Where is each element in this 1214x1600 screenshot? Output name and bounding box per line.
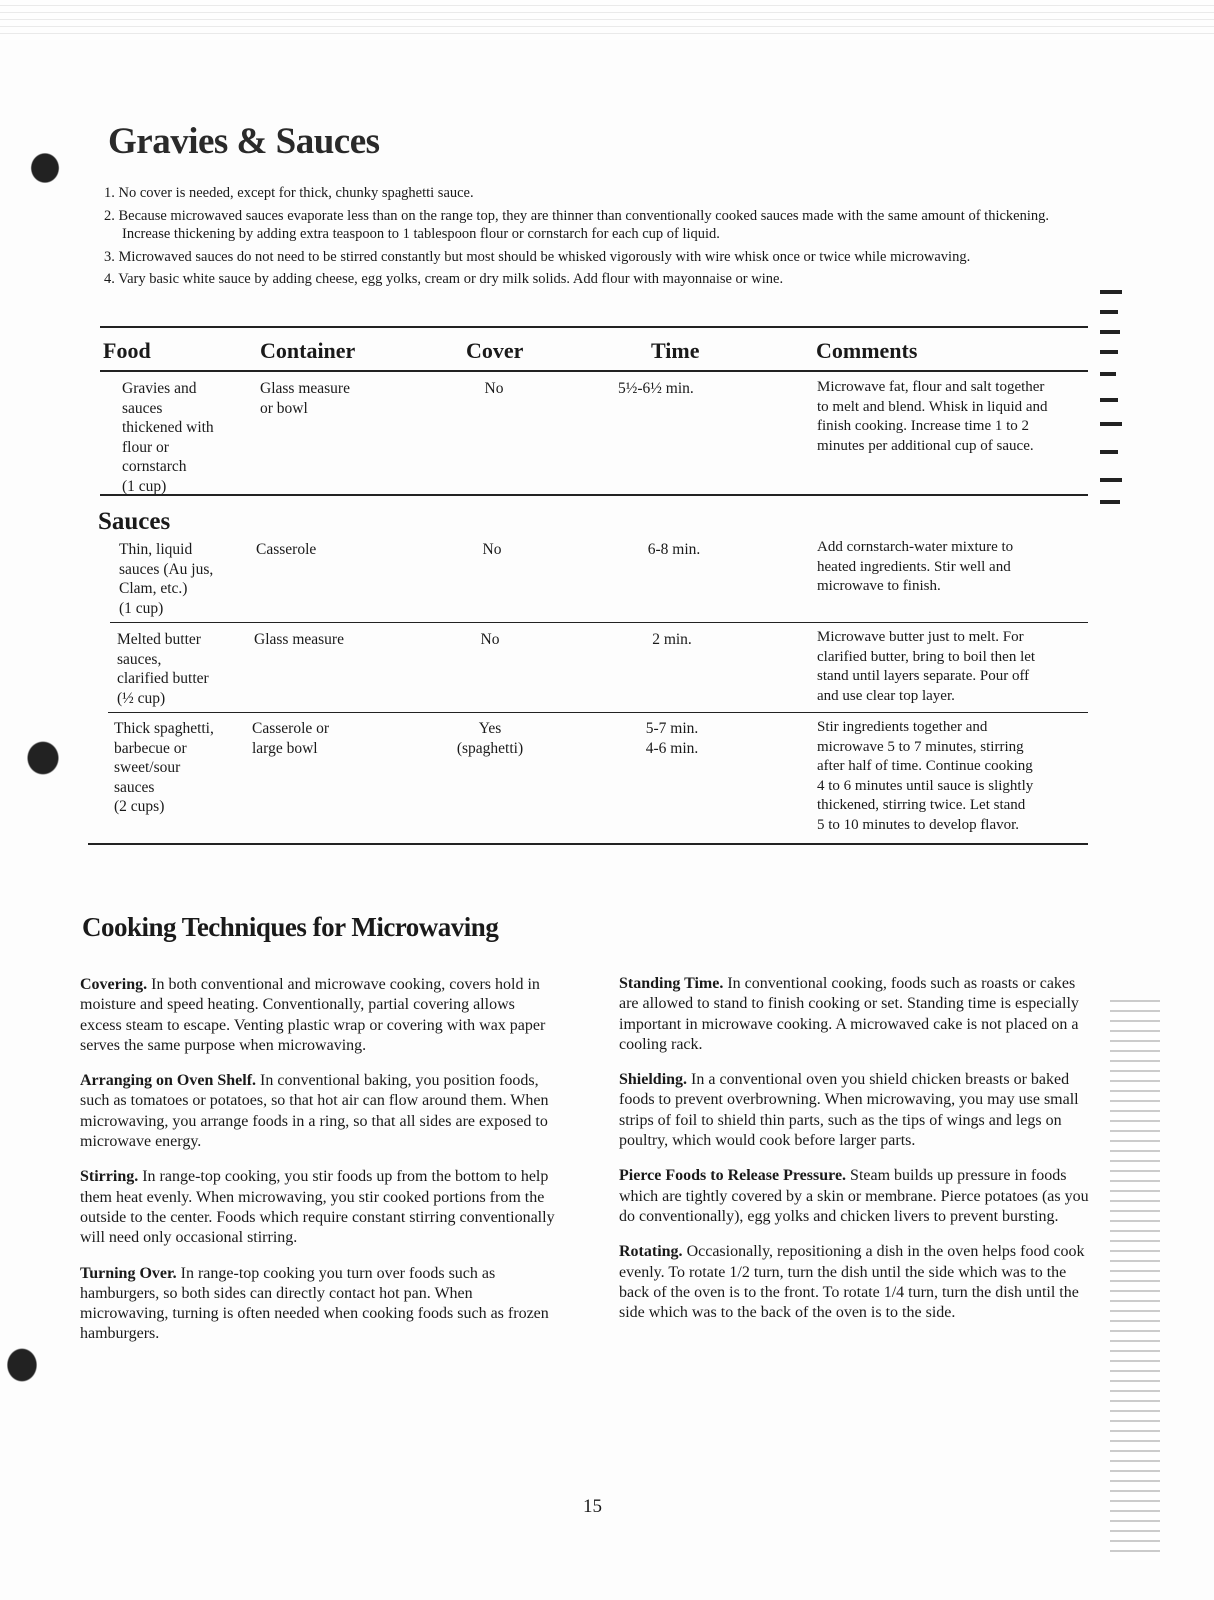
technique-text: Steam builds up pressure in foods which are tightly covered by a skin or membrane. Pierce potatoes (as you do conventionally), egg yolks and chicken livers to prevent bursting. <box>619 1167 1089 1225</box>
note-item: 1. No cover is needed, except for thick, chunky spaghetti sauce. <box>104 185 474 201</box>
technique-paragraph <box>80 975 555 1056</box>
technique-heading: Standing Time. <box>619 975 724 992</box>
sauces-subheading: Sauces <box>98 508 171 535</box>
edge-mark <box>1100 330 1120 334</box>
technique-heading: Stirring. <box>80 1168 139 1186</box>
edge-mark <box>1100 450 1118 454</box>
techniques-heading: Cooking Techniques for Microwaving <box>82 912 499 942</box>
header-rule <box>100 370 1088 372</box>
technique-text: In conventional baking, you position foods, such as tomatoes or potatoes, so that hot air can flow around them. When microwaving, you arrange foods in a ring, so that all sides are exposed to microwave energy. <box>80 1072 549 1151</box>
technique-text: Occasionally, repositioning a dish in the oven helps food cook evenly. To rotate 1/2 turn, turn the dish until the side which was to the back of the oven is to the front. To rotate 1/4 turn, turn the dish until the side which was to the back of the oven is to the side. <box>619 1243 1085 1322</box>
note-item: 4. Vary basic white sauce by adding cheese, egg yolks, cream or dry milk solids. Add flour with mayonnaise or wine. <box>104 271 784 287</box>
page-number: 15 <box>583 1496 602 1517</box>
edge-mark <box>1100 478 1122 482</box>
technique-paragraph <box>619 1242 1094 1323</box>
row-cover: No <box>480 631 500 648</box>
scan-artifact-top <box>0 0 1214 40</box>
technique-text: In range-top cooking you turn over foods such as hamburgers, so both sides can directly contact hot pan. When microwaving, turning is often needed when cooking foods such as frozen hamburgers. <box>80 1264 549 1343</box>
row-time: 5-7 min. 4-6 min. <box>645 720 699 757</box>
row-time: 5½-6½ min. <box>618 380 694 397</box>
note-item: 3. Microwaved sauces do not need to be stirred constantly but most should be whisked vigorously with wire whisk once or twice while microwaving. <box>104 248 971 265</box>
row-food: Thin, liquid sauces (Au jus, Clam, etc.) (1 cup) <box>119 541 214 617</box>
header-container: Container <box>260 338 356 363</box>
edge-scan-noise <box>1110 1000 1160 1560</box>
row-cover: Yes (spaghetti) <box>456 720 524 757</box>
edge-mark <box>1100 310 1118 314</box>
notes-list <box>104 184 1079 293</box>
header-comments: Comments <box>816 338 918 363</box>
row-comments: Microwave butter just to melt. For clarified butter, bring to boil then let stand until layers separate. Pour off and use clear top layer. <box>817 629 1036 704</box>
row-food: Gravies and sauces thickened with flour or cornstarch (1 cup) <box>122 380 214 495</box>
technique-paragraph <box>619 1166 1094 1227</box>
technique-paragraph <box>619 974 1094 1055</box>
technique-paragraph <box>80 1071 555 1152</box>
row-food: Thick spaghetti, barbecue or sweet/sour sauces (2 cups) <box>114 720 214 815</box>
techniques-right-column <box>619 974 1094 1338</box>
row-container: Glass measure or bowl <box>260 380 350 417</box>
row-food: Melted butter sauces, clarified butter (½ cup) <box>117 631 209 707</box>
row-comments: Microwave fat, flour and salt together to melt and blend. Whisk in liquid and finish cooking. Increase time 1 to 2 minutes per additional cup of sauce. <box>817 379 1048 454</box>
header-food: Food <box>103 338 151 363</box>
edge-mark <box>1100 290 1122 294</box>
technique-heading: Turning Over. <box>80 1264 177 1282</box>
technique-heading: Pierce Foods to Release Pressure. <box>619 1167 847 1185</box>
binder-mark-icon <box>24 738 62 778</box>
row-rule <box>110 622 1088 623</box>
row-container: Casserole <box>256 541 317 558</box>
edge-mark <box>1100 500 1120 504</box>
row-comments: Stir ingredients together and microwave 5 to 7 minutes, stirring after half of time. Continue cooking 4 to 6 minutes until sauce is slightly thickened, stirring twice. Let stand 5 to 10 minutes to develop flavor. <box>817 719 1034 833</box>
header-time: Time <box>651 338 700 363</box>
technique-heading: Rotating. <box>619 1243 683 1261</box>
row-time: 6-8 min. <box>647 541 701 558</box>
technique-text: In conventional cooking, foods such as roasts or cakes are allowed to stand to finish cooking or set. Standing time is especially important in microwave cooking. A microwaved cake is not placed on a cooling rack. <box>619 975 1079 1053</box>
row-time: 2 min. <box>652 631 692 648</box>
row-rule <box>100 494 1088 496</box>
binder-mark-icon <box>28 150 62 186</box>
technique-heading: Covering. <box>80 976 148 993</box>
technique-text: In range-top cooking, you stir foods up from the bottom to help them heat evenly. When microwaving, you stir cooked portions from the outside to the center. Foods which require constant stirring conventionally will need only occasional stirring. <box>80 1168 555 1247</box>
row-container: Casserole or large bowl <box>252 720 330 757</box>
table-top-rule <box>100 326 1088 328</box>
technique-text: In a conventional oven you shield chicken breasts or baked foods to prevent overbrowning. When microwaving, you may use small strips of foil to shield thin parts, such as the tips of wings and legs on poultry, which would cook before larger parts. <box>619 1071 1079 1150</box>
technique-heading: Arranging on Oven Shelf. <box>80 1072 257 1090</box>
technique-text: In both conventional and microwave cooking, covers hold in moisture and speed heating. Conventionally, partial covering allows excess steam to escape. Venting plastic wrap or covering with wax paper serves the same purpose when microwaving. <box>80 976 546 1054</box>
header-cover: Cover <box>466 338 524 363</box>
row-comments: Add cornstarch-water mixture to heated ingredients. Stir well and microwave to finish. <box>817 539 1014 594</box>
edge-mark <box>1100 350 1118 354</box>
edge-mark <box>1100 398 1118 402</box>
page-title: Gravies & Sauces <box>108 121 380 162</box>
row-cover: No <box>484 380 504 397</box>
note-item: 2. Because microwaved sauces evaporate less than on the range top, they are thinner than conventionally cooked sauces made with the same amount of thickening. Increase thickening by adding extra teaspoon to 1 tablespoon flour or cornstarch for each cup of liquid. <box>104 207 1049 242</box>
technique-heading: Shielding. <box>619 1071 688 1089</box>
techniques-left-column <box>80 975 555 1360</box>
technique-paragraph <box>80 1167 555 1248</box>
edge-mark <box>1100 422 1122 426</box>
technique-paragraph <box>619 1070 1094 1151</box>
binder-mark-icon <box>4 1345 40 1385</box>
edge-mark <box>1100 372 1116 376</box>
row-cover: No <box>482 541 502 558</box>
row-rule <box>108 712 1088 713</box>
row-container: Glass measure <box>254 631 344 648</box>
table-bottom-rule <box>88 843 1088 845</box>
technique-paragraph <box>80 1264 555 1345</box>
